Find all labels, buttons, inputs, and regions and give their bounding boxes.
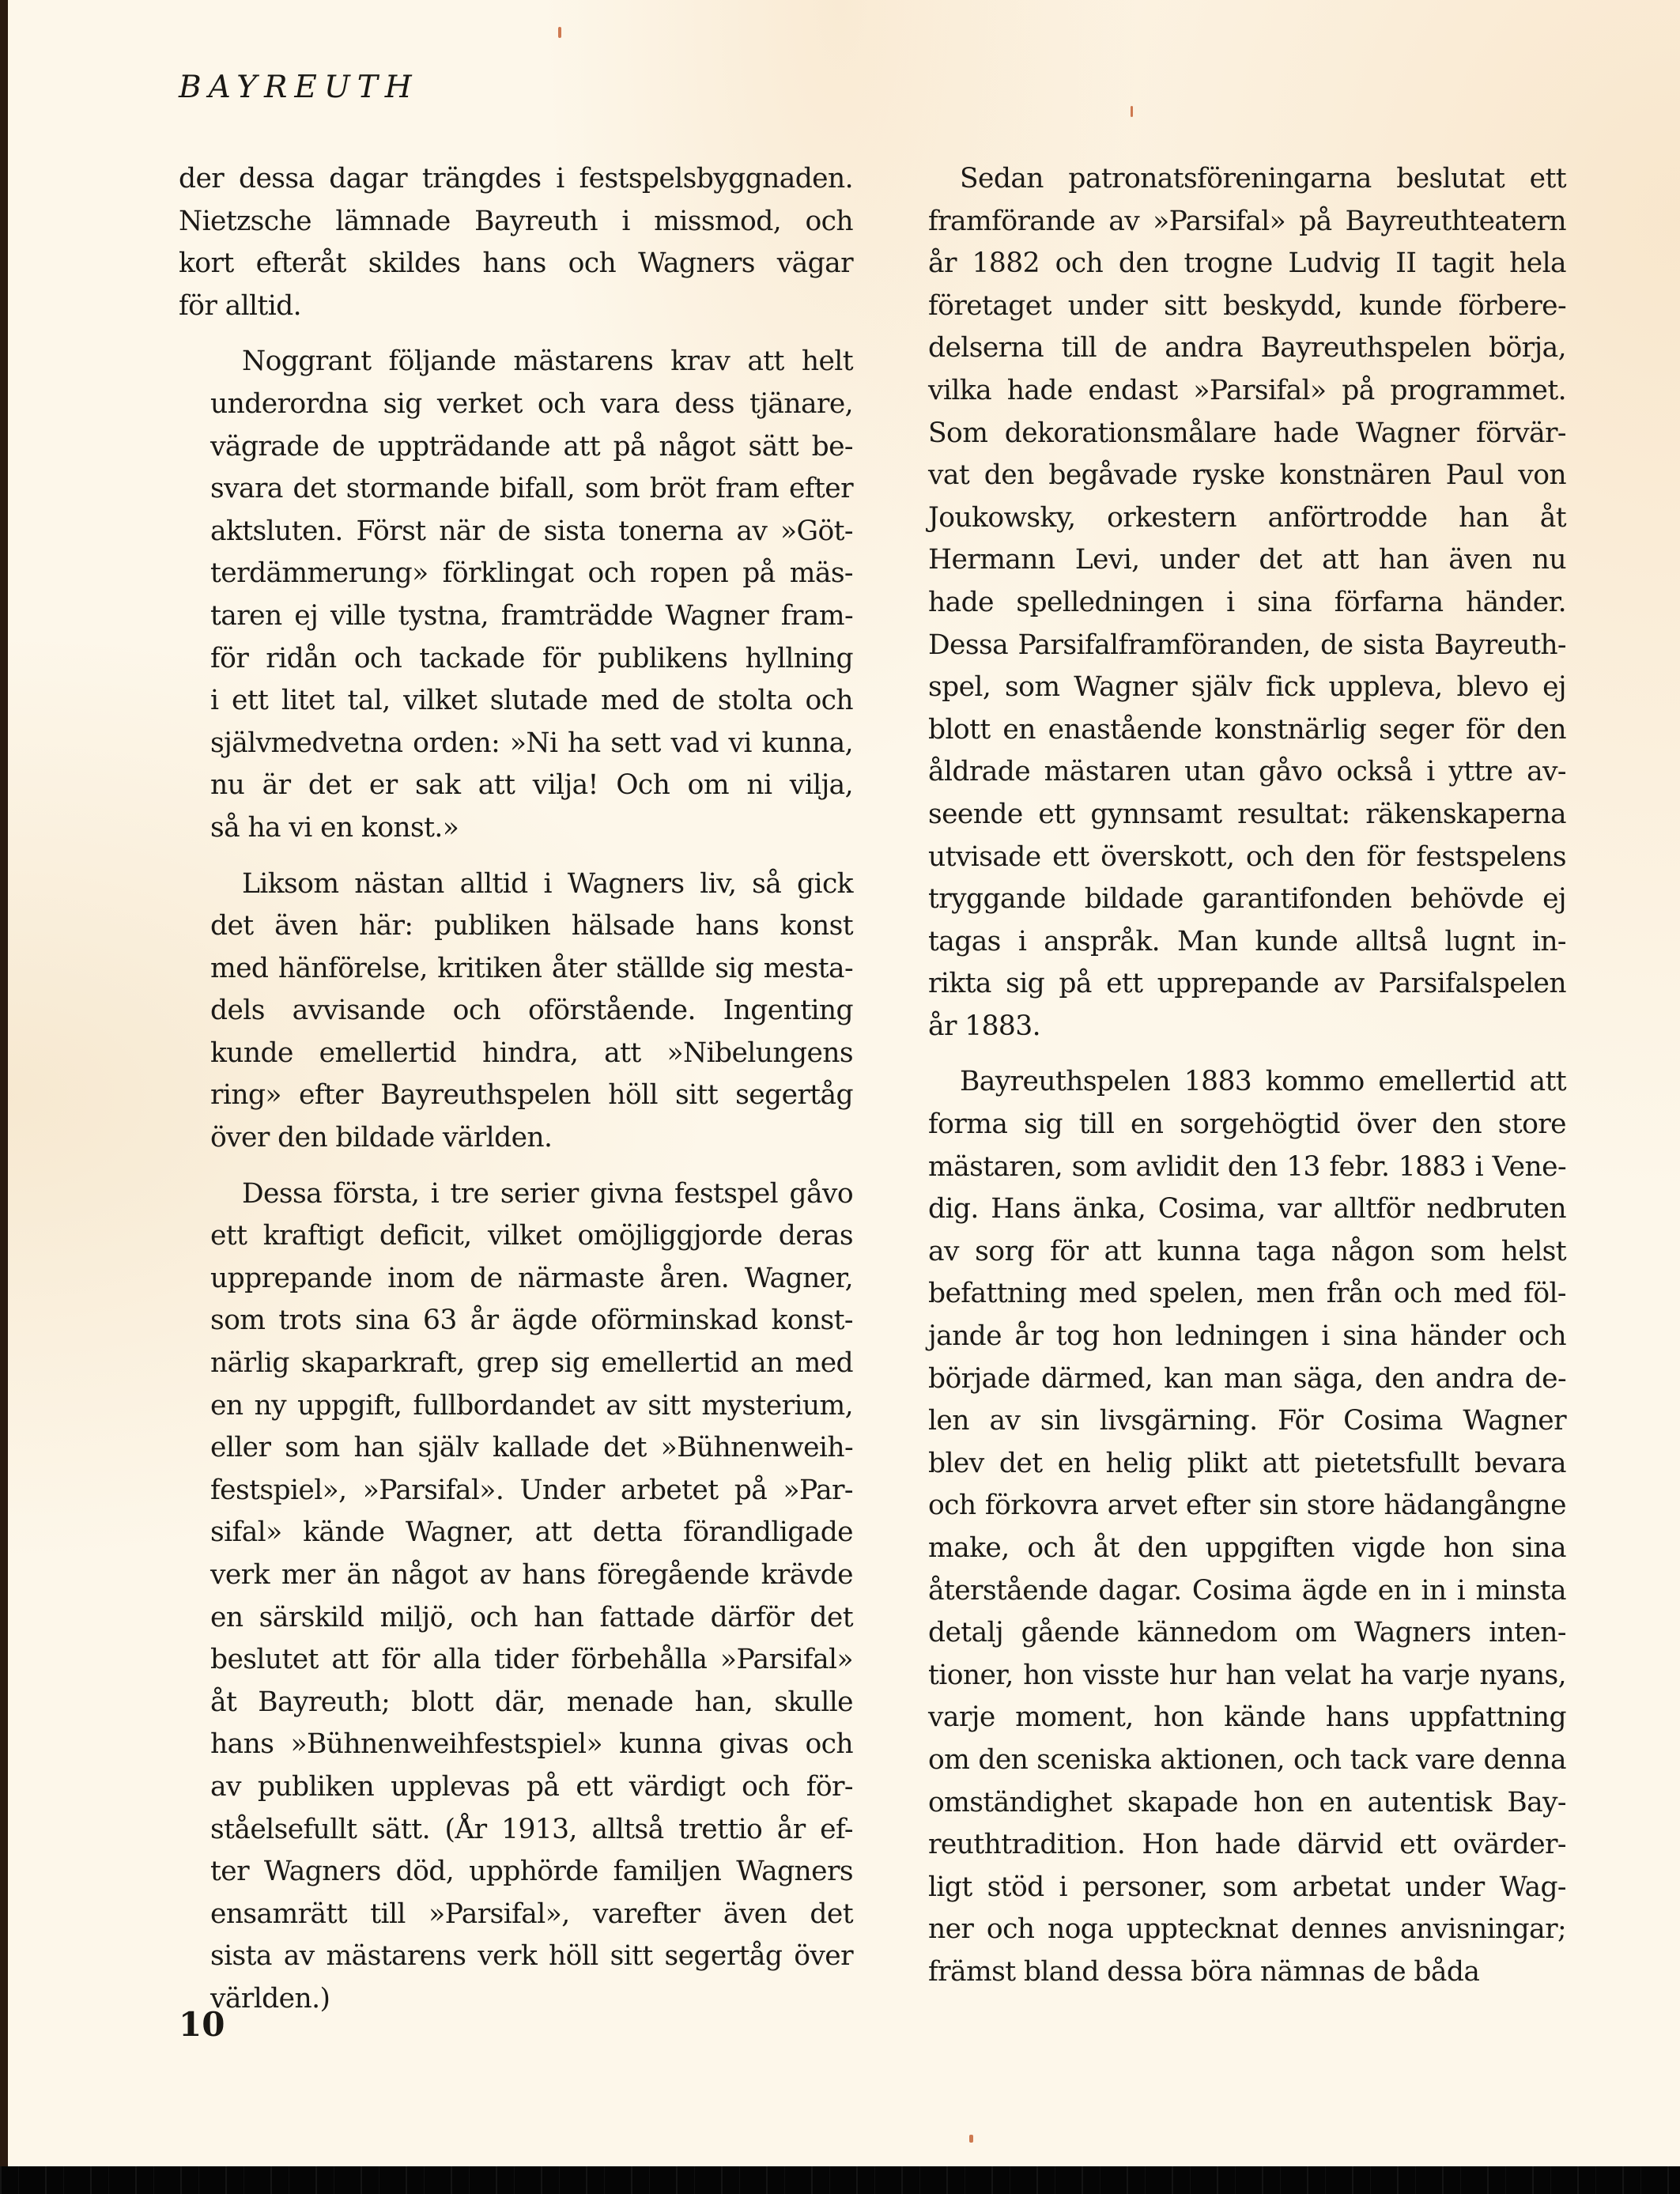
- text-line: len av sin livsgärning. För Cosima Wagner: [928, 1405, 1566, 1437]
- text-line: Nietzsche lämnade Bayreuth i missmod, och: [179, 205, 853, 237]
- text-line: mästaren, som avlidit den 13 febr. 1883 i Vene-: [928, 1150, 1566, 1183]
- text-line: Noggrant följande mästarens krav att helt: [242, 346, 853, 378]
- text-line: forma sig till en sorgehögtid över den store: [928, 1108, 1566, 1141]
- text-line: nu är det er sak att vilja! Och om ni vilja,: [210, 769, 853, 802]
- text-line: eller som han själv kallade det »Bühnenweih-: [210, 1432, 853, 1464]
- right-text-column: [897, 158, 1566, 2007]
- paper-fleck: [558, 27, 561, 38]
- text-line: underordna sig verket och vara dess tjänare,: [210, 387, 853, 420]
- text-line: om den sceniska aktionen, och tack vare denna: [928, 1743, 1566, 1776]
- text-line: ensamrätt till »Parsifal», varefter även det: [210, 1898, 853, 1930]
- text-line: Som dekorationsmålare hade Wagner förvär-: [928, 417, 1566, 449]
- text-line: över den bildade världen.: [210, 1122, 553, 1154]
- text-line: Dessa första, i tre serier givna festspel gåvo: [242, 1177, 853, 1210]
- text-line: ligt stöd i personer, som arbetat under Wag-: [928, 1871, 1566, 1903]
- paragraph: [179, 1173, 853, 2021]
- text-line: verk mer än något av hans föregående krävde: [210, 1559, 853, 1591]
- text-line: utvisade ett överskott, och den för festspelens: [928, 840, 1566, 873]
- text-line: kunde emellertid hindra, att »Nibelungens: [210, 1037, 853, 1069]
- text-line: självmedvetna orden: »Ni ha sett vad vi kunna,: [210, 727, 853, 759]
- text-line: som trots sina 63 år ägde oförminskad konst-: [210, 1305, 853, 1337]
- text-line: av publiken upplevas på ett värdigt och för-: [210, 1770, 853, 1803]
- text-line: hans »Bühnenweihfestspiel» kunna givas och: [210, 1728, 853, 1761]
- text-line: tioner, hon visste hur han velat ha varje nyans,: [928, 1659, 1566, 1691]
- text-line: omständighet skapade hon en autentisk Bay-: [928, 1786, 1566, 1818]
- text-line: världen.): [210, 1982, 330, 2015]
- paragraph: [179, 863, 853, 1160]
- text-line: taren ej ville tystna, framträdde Wagner fram-: [210, 599, 853, 632]
- text-line: sifal» kände Wagner, att detta förandligade: [210, 1516, 853, 1549]
- paragraph: [897, 1061, 1566, 1993]
- text-line: Sedan patronatsföreningarna beslutat ett: [960, 163, 1566, 194]
- text-line: närlig skaparkraft, grep sig emellertid an med: [210, 1347, 853, 1380]
- text-line: ring» efter Bayreuthspelen höll sitt segertåg: [210, 1079, 853, 1112]
- text-line: upprepande inom de närmaste åren. Wagner,: [210, 1262, 853, 1294]
- paragraph: [179, 341, 853, 849]
- text-line: varje moment, hon kände hans uppfattning: [928, 1701, 1566, 1734]
- text-line: vat den begåvade ryske konstnären Paul von: [928, 459, 1566, 492]
- text-line: ett kraftigt deficit, vilket omöjliggjorde deras: [210, 1220, 853, 1252]
- text-line: hade spelledningen i sina förfarna händer.: [928, 586, 1566, 618]
- page-number: 10: [179, 2005, 225, 2044]
- text-line: började därmed, kan man säga, den andra de-: [928, 1362, 1566, 1395]
- text-line: Bayreuthspelen 1883 kommo emellertid att: [960, 1066, 1566, 1098]
- text-line: främst bland dessa böra nämnas de båda: [928, 1955, 1480, 1988]
- text-line: beslutet att för alla tider förbehålla »Parsifal»: [210, 1644, 853, 1676]
- text-line: spel, som Wagner själv fick uppleva, blevo ej: [928, 671, 1566, 704]
- text-line: sista av mästarens verk höll sitt segertåg över: [210, 1940, 853, 1973]
- text-line: år 1883.: [928, 1010, 1040, 1042]
- text-line: rikta sig på ett upprepande av Parsifalspelen: [928, 968, 1566, 1000]
- text-line: vilka hade endast »Parsifal» på programmet.: [928, 374, 1566, 406]
- text-line: ter Wagners död, upphörde familjen Wagners: [210, 1856, 853, 1888]
- text-line: det även här: publiken hälsade hans konst: [210, 910, 853, 942]
- text-line: år 1882 och den trogne Ludvig II tagit hela: [928, 247, 1566, 280]
- text-line: terdämmerung» förklingat och ropen på mäs-: [210, 557, 853, 590]
- text-line: en ny uppgift, fullbordandet av sitt mysterium,: [210, 1389, 853, 1422]
- text-line: för ridån och tackade för publikens hyllning: [210, 642, 853, 674]
- text-line: återstående dagar. Cosima ägde en in i minsta: [928, 1574, 1566, 1607]
- text-line: Dessa Parsifalframföranden, de sista Bayreuth-: [928, 629, 1566, 661]
- text-line: framförande av »Parsifal» på Bayreuthteatern: [928, 205, 1566, 237]
- text-line: reuthtradition. Hon hade därvid ett ovärder-: [928, 1829, 1566, 1861]
- scan-bottom-border: [0, 2166, 1680, 2194]
- paragraph: [897, 158, 1566, 1048]
- paper-fleck: [969, 2135, 973, 2143]
- text-line: vägrade de uppträdande att på något sätt be-: [210, 430, 853, 463]
- text-line: blott en enastående konstnärlig seger för den: [928, 713, 1566, 746]
- text-line: en särskild miljö, och han fattade därför det: [210, 1601, 853, 1633]
- text-line: i ett litet tal, vilket slutade med de stolta och: [210, 685, 853, 717]
- text-line: för alltid.: [179, 289, 301, 322]
- text-line: ståelsefullt sätt. (År 1913, alltså trettio år ef-: [210, 1813, 853, 1845]
- paragraph: [179, 158, 853, 327]
- scan-left-edge: [0, 0, 8, 2166]
- text-line: åt Bayreuth; blott där, menade han, skulle: [210, 1686, 853, 1718]
- text-line: tryggande bildade garantifonden behövde ej: [928, 883, 1566, 916]
- text-line: av sorg för att kunna taga någon som helst: [928, 1235, 1566, 1267]
- text-line: åldrade mästaren utan gåvo också i yttre av-: [928, 756, 1566, 788]
- text-line: tagas i anspråk. Man kunde alltså lugnt in-: [928, 925, 1566, 957]
- text-line: seende ett gynnsamt resultat: räkenskaperna: [928, 798, 1566, 830]
- paper-fleck: [1131, 106, 1133, 117]
- text-line: make, och åt den uppgiften vigde hon sina: [928, 1532, 1566, 1564]
- text-line: Hermann Levi, under det att han även nu: [928, 544, 1566, 576]
- text-line: Liksom nästan alltid i Wagners liv, så gick: [242, 867, 853, 900]
- text-line: med hänförelse, kritiken åter ställde sig mesta-: [210, 952, 853, 984]
- text-line: kort efteråt skildes hans och Wagners vägar: [179, 247, 853, 280]
- text-line: jande år tog hon ledningen i sina händer och: [928, 1320, 1566, 1353]
- text-line: Joukowsky, orkestern anförtrodde han åt: [928, 501, 1566, 534]
- text-line: befattning med spelen, men från och med föl-: [928, 1278, 1566, 1310]
- text-line: der dessa dagar trängdes i festspelsbyggnaden.: [179, 163, 853, 194]
- left-text-column: [179, 158, 853, 2034]
- text-line: svara det stormande bifall, som bröt fram efter: [210, 473, 853, 505]
- text-line: delserna till de andra Bayreuthspelen börja,: [928, 332, 1566, 364]
- text-line: ner och noga upptecknat dennes anvisningar;: [928, 1913, 1566, 1946]
- text-line: och förkovra arvet efter sin store hädangångne: [928, 1490, 1566, 1522]
- running-head: BAYREUTH: [179, 70, 419, 105]
- text-line: detalj gående kännedom om Wagners inten-: [928, 1617, 1566, 1649]
- text-line: aktsluten. Först när de sista tonerna av »Göt-: [210, 515, 853, 547]
- text-line: dels avvisande och oförstående. Ingenting: [210, 995, 853, 1027]
- text-line: dig. Hans änka, Cosima, var alltför nedbruten: [928, 1193, 1566, 1225]
- text-line: blev det en helig plikt att pietetsfullt bevara: [928, 1447, 1566, 1479]
- text-line: festspiel», »Parsifal». Under arbetet på »Par-: [210, 1474, 853, 1506]
- text-line: företaget under sitt beskydd, kunde förbere-: [928, 289, 1566, 322]
- text-line: så ha vi en konst.»: [210, 811, 459, 844]
